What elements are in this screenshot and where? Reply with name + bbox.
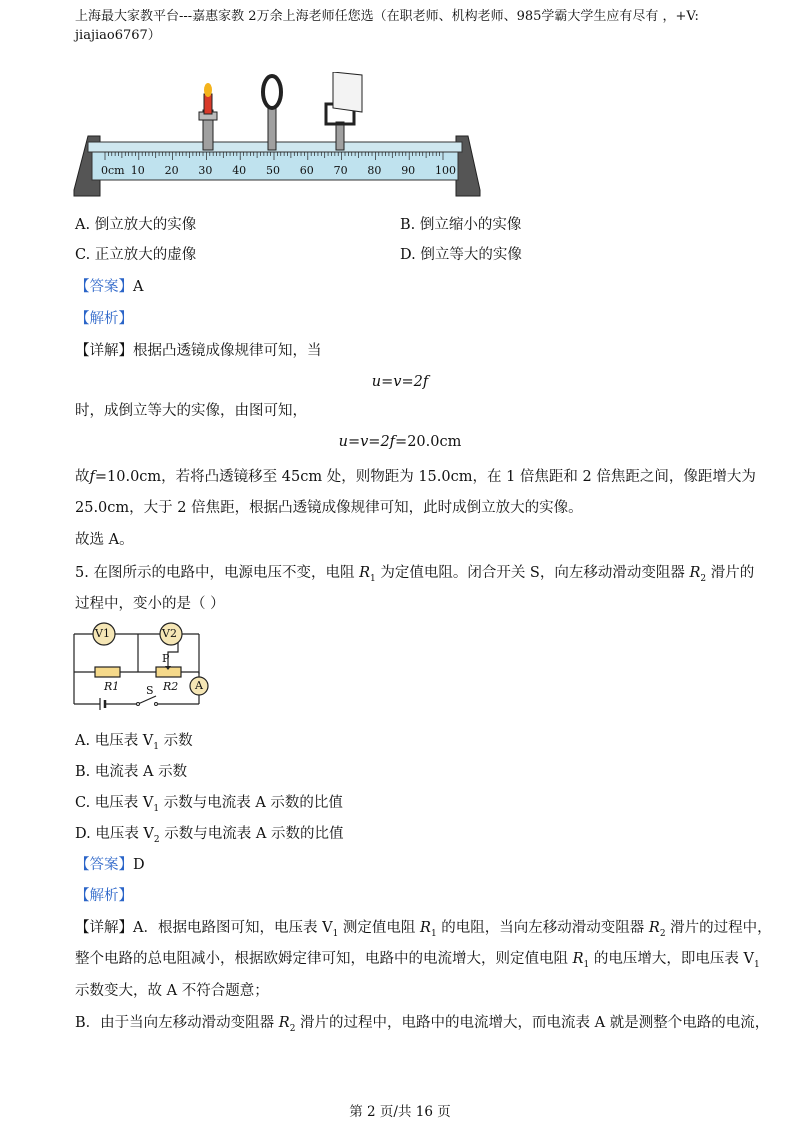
q4-detail-4: 25.0cm，大于 2 倍焦距，根据凸透镜成像规律可知，此时成倒立放大的实像。: [75, 500, 583, 516]
answer-label: 【答案】: [75, 857, 133, 873]
slider-p-label: P: [162, 652, 170, 665]
answer-value: D: [133, 857, 145, 873]
page-header: [75, 7, 725, 45]
q5-detail-1: 【详解】A．根据电路图可知，电压表 $V_1$ 测定值电阻 $R_1$ 的电阻，当向左移动滑动变阻器 $R_2$ 滑片的过程中，: [75, 920, 772, 939]
scale-label: 70: [333, 164, 348, 177]
q5-stem-2: 过程中，变小的是（ ）: [75, 596, 225, 612]
text: C. 电压表 V: [75, 795, 154, 811]
scale-label: 90: [401, 164, 416, 177]
scale-label: 40: [232, 164, 247, 177]
scale-label: 50: [266, 164, 280, 177]
q5-analysis-label: 【解析】: [75, 888, 133, 904]
q4-option-b: B. 倒立缩小的实像: [400, 217, 522, 233]
q4-option-c: C. 正立放大的虚像: [75, 247, 197, 263]
resistor-r2-label: R2: [163, 680, 179, 693]
q4-analysis-label: 【解析】: [75, 311, 133, 327]
q4-option-a: A. 倒立放大的实像: [75, 217, 197, 233]
detail-label: 【详解】: [75, 920, 133, 936]
scale-label: 10: [130, 164, 145, 177]
q5-option-b: B. 电流表 A 示数: [75, 764, 188, 780]
text: 5. 在图所示的电路中，电源电压不变，电阻: [75, 565, 360, 581]
header-line-2: jiajiao6767）: [75, 28, 161, 43]
ammeter-label: A: [195, 679, 203, 692]
text: 滑片的过程中，: [665, 920, 772, 936]
text: 的电压增大，即电压表 V: [589, 951, 754, 967]
text: 示数与电流表 A 示数的比值: [159, 795, 343, 811]
text: 测定值电阻: [338, 920, 421, 936]
scale-label: 60: [299, 164, 314, 177]
circuit-diagram: [68, 622, 218, 718]
header-line-1: 上海最大家教平台---嘉惠家教 2万余上海老师任您选（在职老师、机构老师、985学霸大学生应有尽有 ，+V:: [75, 9, 699, 24]
scale-label: 80: [367, 164, 382, 177]
text: 示数与电流表 A 示数的比值: [159, 826, 344, 842]
scale-label: 20: [164, 164, 179, 177]
text: B．由于当向左移动滑动变阻器: [75, 1015, 279, 1031]
detail-text: 根据凸透镜成像规律可知，当: [133, 343, 322, 359]
formula-italic: u=v=2f: [338, 434, 396, 450]
resistor-r1-label: R1: [104, 680, 120, 693]
q4-detail-1: [75, 340, 322, 362]
switch-label: S: [146, 684, 154, 697]
text: 滑片的过程中，电路中的电流增大，而电流表 A 就是测整个电路的电流，: [295, 1015, 770, 1031]
text: 示数: [159, 733, 193, 749]
q5-detail-3: 示数变大，故 A 不符合题意；: [75, 983, 269, 999]
text: 为定值电阻。闭合开关 S，向左移动滑动变阻器: [375, 565, 690, 581]
answer-value: A: [133, 279, 144, 295]
text: A．根据电路图可知，电压表 V: [133, 920, 333, 936]
q5-option-d: D. 电压表 $V_2$ 示数与电流表 A 示数的比值: [75, 826, 344, 845]
text: 滑片的: [706, 565, 755, 581]
scale-label: 30: [198, 164, 213, 177]
q4-option-d: D. 倒立等大的实像: [400, 247, 522, 263]
q4-detail-3: [75, 466, 756, 488]
q5-detail-2: 整个电路的总电阻减小，根据欧姆定律可知，电路中的电流增大，则定值电阻 $R_1$ 的电压增大，即电压表 $V_1$: [75, 951, 760, 970]
q4-formula-1: u=v=2f: [371, 374, 429, 390]
q5-option-c: C. 电压表 $V_1$ 示数与电流表 A 示数的比值: [75, 795, 343, 814]
text: =10.0cm，若将凸透镜移至 45cm 处，则物距为 15.0cm，在 1 倍焦距和 2 倍焦距之间，像距增大为: [94, 469, 756, 485]
scale-label-unit: 0cm: [101, 164, 125, 177]
q5-stem-1: 5. 在图所示的电路中，电源电压不变，电阻 $R_1$ 为定值电阻。闭合开关 S，向左移动滑动变阻器 $R_2$ 滑片的: [75, 565, 755, 584]
page-footer: 第 2 页/共 16 页: [349, 1104, 451, 1120]
text: 的电阻，当向左移动滑动变阻器: [436, 920, 649, 936]
symbol-f: f: [89, 469, 95, 485]
q4-detail-2: 时，成倒立等大的实像，由图可知，: [75, 403, 307, 419]
sub-2: 2: [700, 573, 707, 584]
q5-answer: [75, 854, 145, 876]
q4-answer: [75, 276, 143, 298]
text: D. 电压表 V: [75, 826, 154, 842]
sub-1: 1: [369, 573, 376, 584]
text: 整个电路的总电阻减小，根据欧姆定律可知，电路中的电流增大，则定值电阻: [75, 951, 573, 967]
formula-rest: =20.0cm: [395, 434, 462, 450]
q4-formula-2: [0, 434, 800, 450]
optical-bench-figure: [70, 72, 485, 200]
q5-detail-4: B．由于当向左移动滑动变阻器 $R_2$ 滑片的过程中，电路中的电流增大，而电流表 A 就是测整个电路的电流，: [75, 1015, 770, 1034]
voltmeter-v1-label: V1: [95, 627, 110, 640]
q4-conclusion: 故选 A。: [75, 532, 134, 548]
text: 故: [75, 469, 90, 485]
answer-label: 【答案】: [75, 279, 133, 295]
detail-label: 【详解】: [75, 343, 133, 359]
q5-option-a: A. 电压表 $V_1$ 示数: [75, 733, 193, 752]
scale-label: 100: [435, 164, 456, 177]
text: A. 电压表 V: [75, 733, 154, 749]
voltmeter-v2-label: V2: [162, 627, 177, 640]
